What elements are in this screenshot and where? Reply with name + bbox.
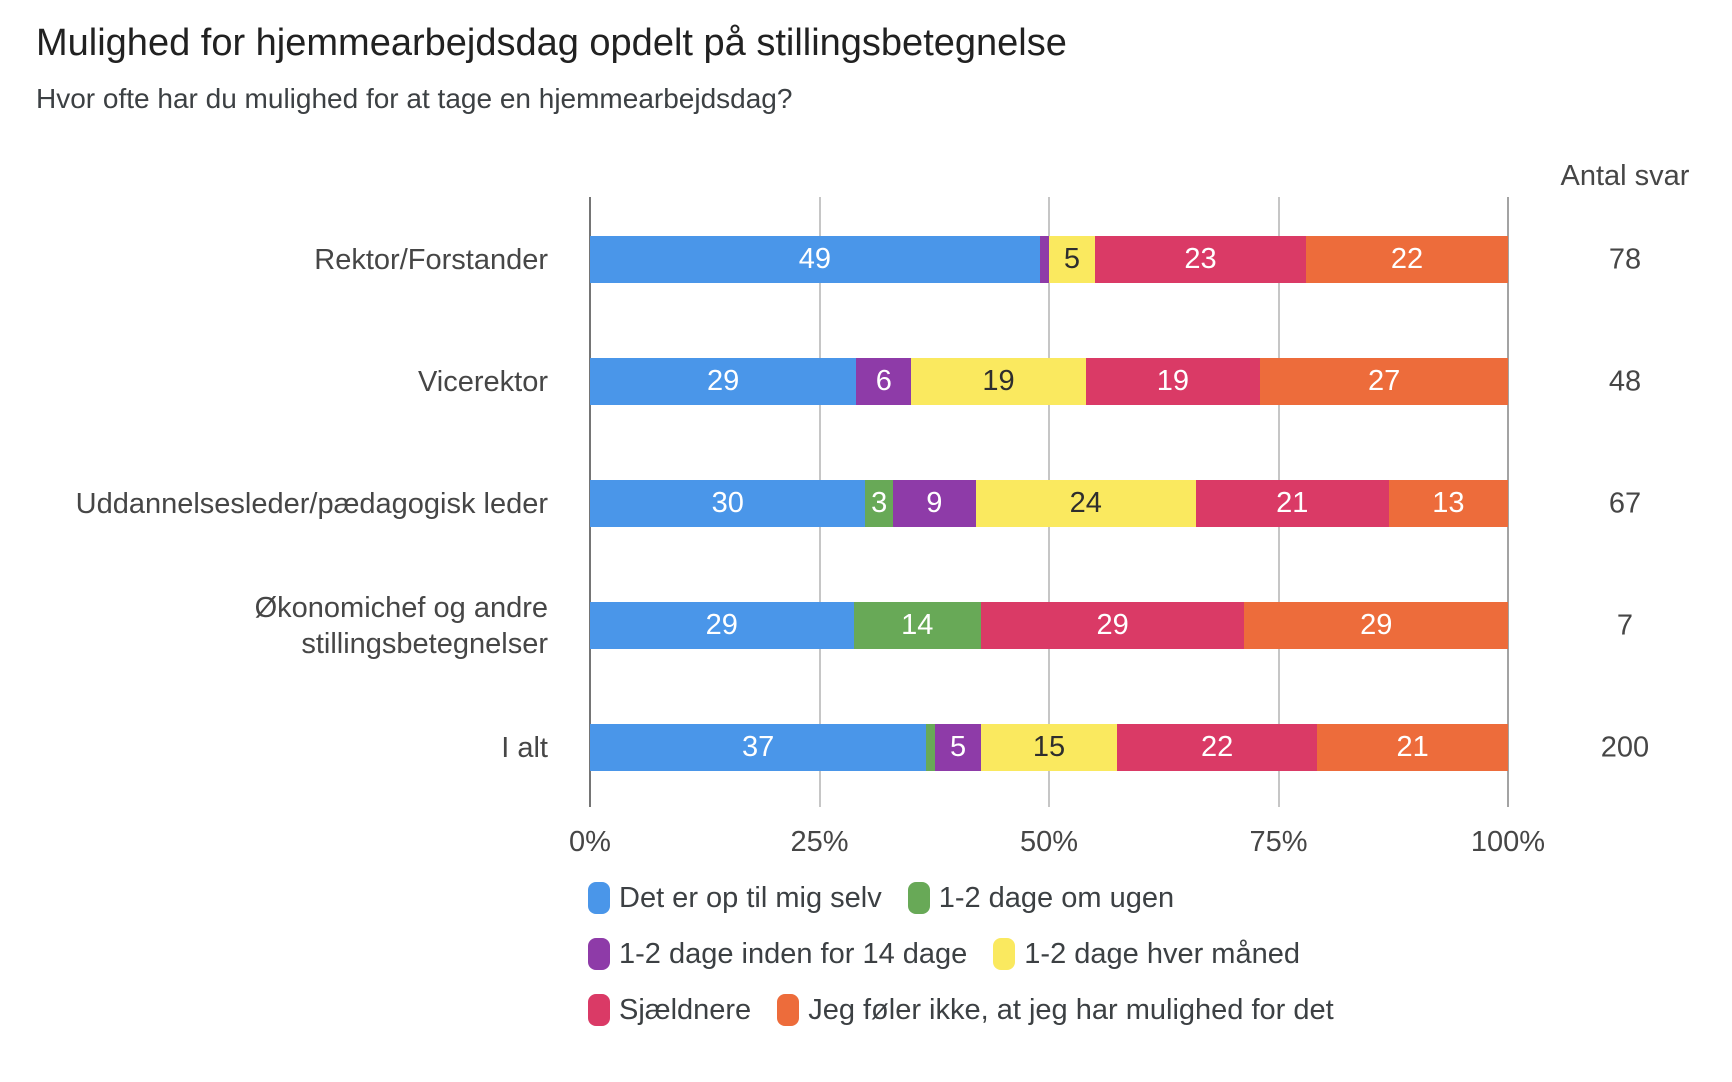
legend-item	[993, 938, 1300, 970]
antal-svar-value: 48	[1608, 365, 1642, 397]
bar-segment: 29	[590, 358, 856, 405]
bar-segment: 22	[1117, 724, 1317, 771]
bar-segment: 29	[1244, 602, 1508, 649]
legend-label: 1-2 dage om ugen	[938, 882, 1175, 914]
bar-segment: 5	[1049, 236, 1095, 283]
bar-row	[590, 480, 1508, 527]
legend	[588, 882, 1588, 1050]
legend-item	[588, 938, 967, 970]
antal-svar-value: 7	[1616, 609, 1634, 641]
bar-segment: 37	[590, 724, 926, 771]
bar-segment: 21	[1317, 724, 1508, 771]
bar-segment	[1040, 236, 1049, 283]
legend-row	[588, 994, 1588, 1026]
x-tick-label: 75%	[1249, 826, 1308, 858]
antal-svar-header: Antal svar	[1560, 160, 1690, 192]
legend-item	[588, 882, 882, 914]
legend-row	[588, 938, 1588, 970]
bar-segment: 5	[935, 724, 980, 771]
bar-segment: 15	[981, 724, 1117, 771]
x-tick-label: 100%	[1470, 826, 1546, 858]
legend-swatch-icon	[777, 994, 799, 1026]
bar-segment: 14	[854, 602, 981, 649]
bar-segment: 29	[981, 602, 1245, 649]
x-tick-label: 0%	[569, 826, 611, 858]
legend-row	[588, 882, 1588, 914]
legend-swatch-icon	[588, 938, 610, 970]
legend-label: 1-2 dage inden for 14 dage	[619, 938, 968, 970]
bar-segment: 6	[856, 358, 911, 405]
bar-segment: 27	[1260, 358, 1508, 405]
chart-subtitle: Hvor ofte har du mulighed for at tage en hjemmearbejdsdag?	[36, 83, 793, 114]
bar-row	[590, 358, 1508, 405]
legend-swatch-icon	[588, 882, 610, 914]
bar-row	[590, 236, 1508, 283]
bar-segment: 19	[911, 358, 1085, 405]
bar-segment: 49	[590, 236, 1040, 283]
bar-segment: 23	[1095, 236, 1306, 283]
bar-segment: 19	[1086, 358, 1260, 405]
legend-item	[908, 882, 1174, 914]
legend-label: Sjældnere	[619, 994, 752, 1026]
antal-svar-value: 78	[1608, 243, 1642, 275]
legend-label: Det er op til mig selv	[619, 882, 882, 914]
bar-segment: 22	[1306, 236, 1508, 283]
category-label: Rektor/Forstander	[314, 243, 548, 276]
x-tick-label: 50%	[1019, 826, 1079, 858]
category-label: I alt	[501, 731, 548, 764]
bar-segment: 29	[590, 602, 854, 649]
legend-label: Jeg føler ikke, at jeg har mulighed for det	[808, 994, 1334, 1026]
legend-swatch-icon	[908, 882, 930, 914]
legend-swatch-icon	[993, 938, 1015, 970]
category-label: Økonomichef og andre stillingsbetegnelser	[254, 591, 548, 660]
legend-item	[777, 994, 1333, 1026]
bar-segment: 24	[976, 480, 1196, 527]
legend-label: 1-2 dage hver måned	[1024, 938, 1300, 970]
bar-row	[590, 724, 1508, 771]
bar-segment: 30	[590, 480, 865, 527]
legend-swatch-icon	[588, 994, 610, 1026]
chart-title: Mulighed for hjemmearbejdsdag opdelt på stillingsbetegnelse	[36, 22, 1067, 64]
antal-svar-value: 200	[1600, 731, 1650, 763]
category-label: Uddannelsesleder/pædagogisk leder	[75, 487, 548, 520]
legend-item	[588, 994, 751, 1026]
bar-segment: 13	[1389, 480, 1508, 527]
antal-svar-value: 67	[1608, 487, 1642, 519]
category-label: Vicerektor	[417, 365, 548, 398]
bar-segment	[926, 724, 935, 771]
bar-row	[590, 602, 1508, 649]
bar-segment: 9	[893, 480, 976, 527]
x-tick-label: 25%	[790, 826, 849, 858]
bar-segment: 21	[1196, 480, 1389, 527]
bar-segment: 3	[865, 480, 893, 527]
